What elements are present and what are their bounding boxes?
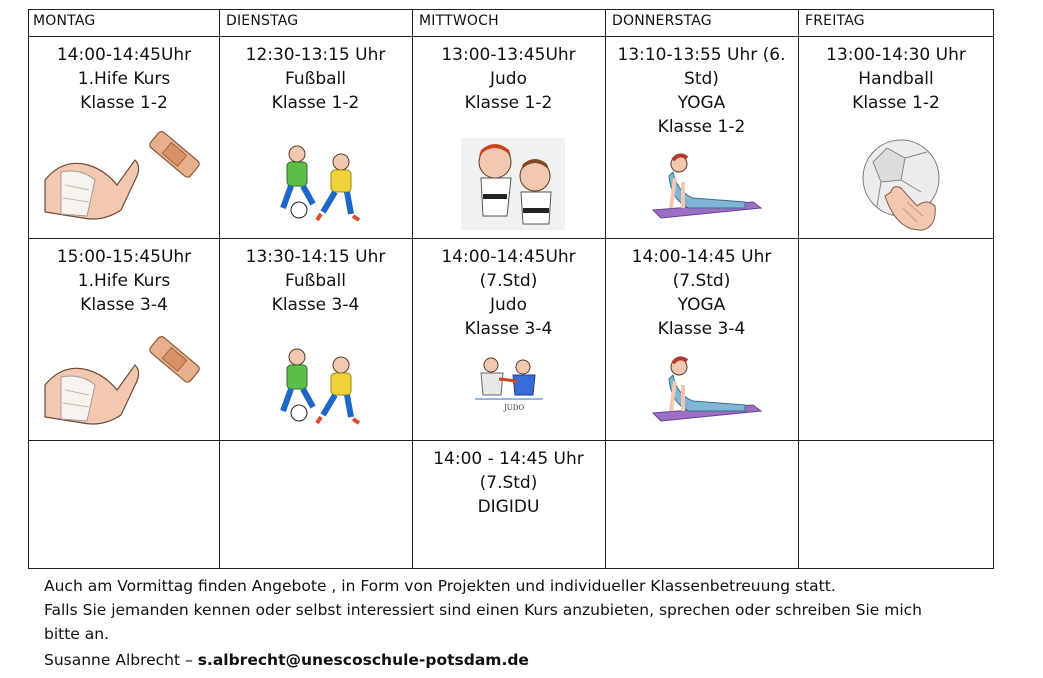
cell-donnerstag-1	[605, 43, 798, 139]
course-text: Handball	[858, 69, 934, 89]
header-montag: MONTAG	[33, 13, 96, 29]
course-text: Judo	[490, 69, 527, 89]
course-text: 1.Hife Kurs	[77, 69, 171, 89]
time-text: 14:00 - 14:45 Uhr	[433, 449, 584, 469]
time-text: 13:00-14:30 Uhr	[826, 45, 966, 65]
time-text: 14:00-14:45Uhr	[441, 247, 576, 267]
class-text: Klasse 1-2	[80, 93, 168, 113]
judo-pair-icon	[469, 355, 549, 410]
cell-dienstag-2	[219, 245, 412, 317]
note-line-1: Auch am Vormittag finden Angebote , in Form von Projekten und individueller Klassenbetreuung statt.	[44, 577, 836, 595]
row-divider	[29, 440, 993, 441]
course-text: DIGIDU	[477, 497, 540, 517]
note-line-2: Falls Sie jemanden kennen oder selbst interessiert sind einen Kurs anzubieten, sprechen oder schreiben Sie mich	[44, 601, 922, 619]
note-line-3: bitte an.	[44, 625, 110, 643]
course-text: YOGA	[677, 93, 726, 113]
first-aid-elbow-icon	[43, 130, 203, 225]
course-text: Judo	[490, 295, 527, 315]
first-aid-elbow-icon	[43, 335, 203, 430]
cell-montag-2	[29, 245, 219, 317]
header-donnerstag: DONNERSTAG	[612, 13, 712, 29]
class-text: Klasse 3-4	[464, 319, 553, 339]
schedule-table	[28, 9, 994, 569]
header-dienstag: DIENSTAG	[226, 13, 299, 29]
time-text: 15:00-15:45Uhr	[56, 247, 192, 267]
yoga-pose-icon	[649, 355, 764, 425]
cell-dienstag-1	[219, 43, 412, 115]
handball-icon	[857, 136, 947, 236]
soccer-players-icon	[269, 142, 369, 227]
class-text: Klasse 1-2	[657, 117, 746, 137]
time-text: 13:10-13:55 Uhr (6.	[617, 45, 786, 65]
period-text: (7.Std)	[479, 271, 538, 291]
cell-mittwoch-2	[412, 245, 605, 341]
judo-kids-icon	[461, 138, 565, 230]
contact-email[interactable]: s.albrecht@unescoschule-potsdam.de	[197, 651, 529, 669]
judo-caption: JUDO	[504, 404, 525, 412]
contact-line	[44, 650, 529, 671]
cell-mittwoch-1	[412, 43, 605, 115]
class-text: Klasse 3-4	[271, 295, 360, 315]
period-text: (7.Std)	[479, 473, 538, 493]
soccer-players-icon	[269, 345, 369, 430]
time-text: 14:00-14:45 Uhr	[631, 247, 772, 267]
class-text: Klasse 3-4	[657, 319, 746, 339]
time-text: 12:30-13:15 Uhr	[245, 45, 386, 65]
time-text: 14:00-14:45Uhr	[56, 45, 192, 65]
row-divider	[29, 238, 993, 239]
cell-freitag-1	[798, 43, 994, 115]
class-text: Klasse 1-2	[464, 93, 553, 113]
cell-montag-1	[29, 43, 219, 115]
cell-donnerstag-2	[605, 245, 798, 341]
time-text: 13:30-14:15 Uhr	[245, 247, 386, 267]
header-mittwoch: MITTWOCH	[419, 13, 499, 29]
course-text: Fußball	[285, 69, 346, 89]
class-text: Klasse 1-2	[271, 93, 360, 113]
course-text: Fußball	[285, 271, 346, 291]
cell-mittwoch-3	[412, 447, 605, 519]
row-divider	[29, 36, 993, 37]
header-freitag: FREITAG	[805, 13, 865, 29]
course-text: YOGA	[677, 295, 726, 315]
class-text: Klasse 1-2	[852, 93, 940, 113]
period-text: (7.Std)	[672, 271, 731, 291]
yoga-pose-icon	[649, 152, 764, 222]
course-text: 1.Hife Kurs	[77, 271, 171, 291]
time-text-cont: Std)	[684, 69, 719, 89]
class-text: Klasse 3-4	[80, 295, 168, 315]
contact-name: Susanne Albrecht –	[44, 651, 198, 669]
time-text: 13:00-13:45Uhr	[441, 45, 576, 65]
